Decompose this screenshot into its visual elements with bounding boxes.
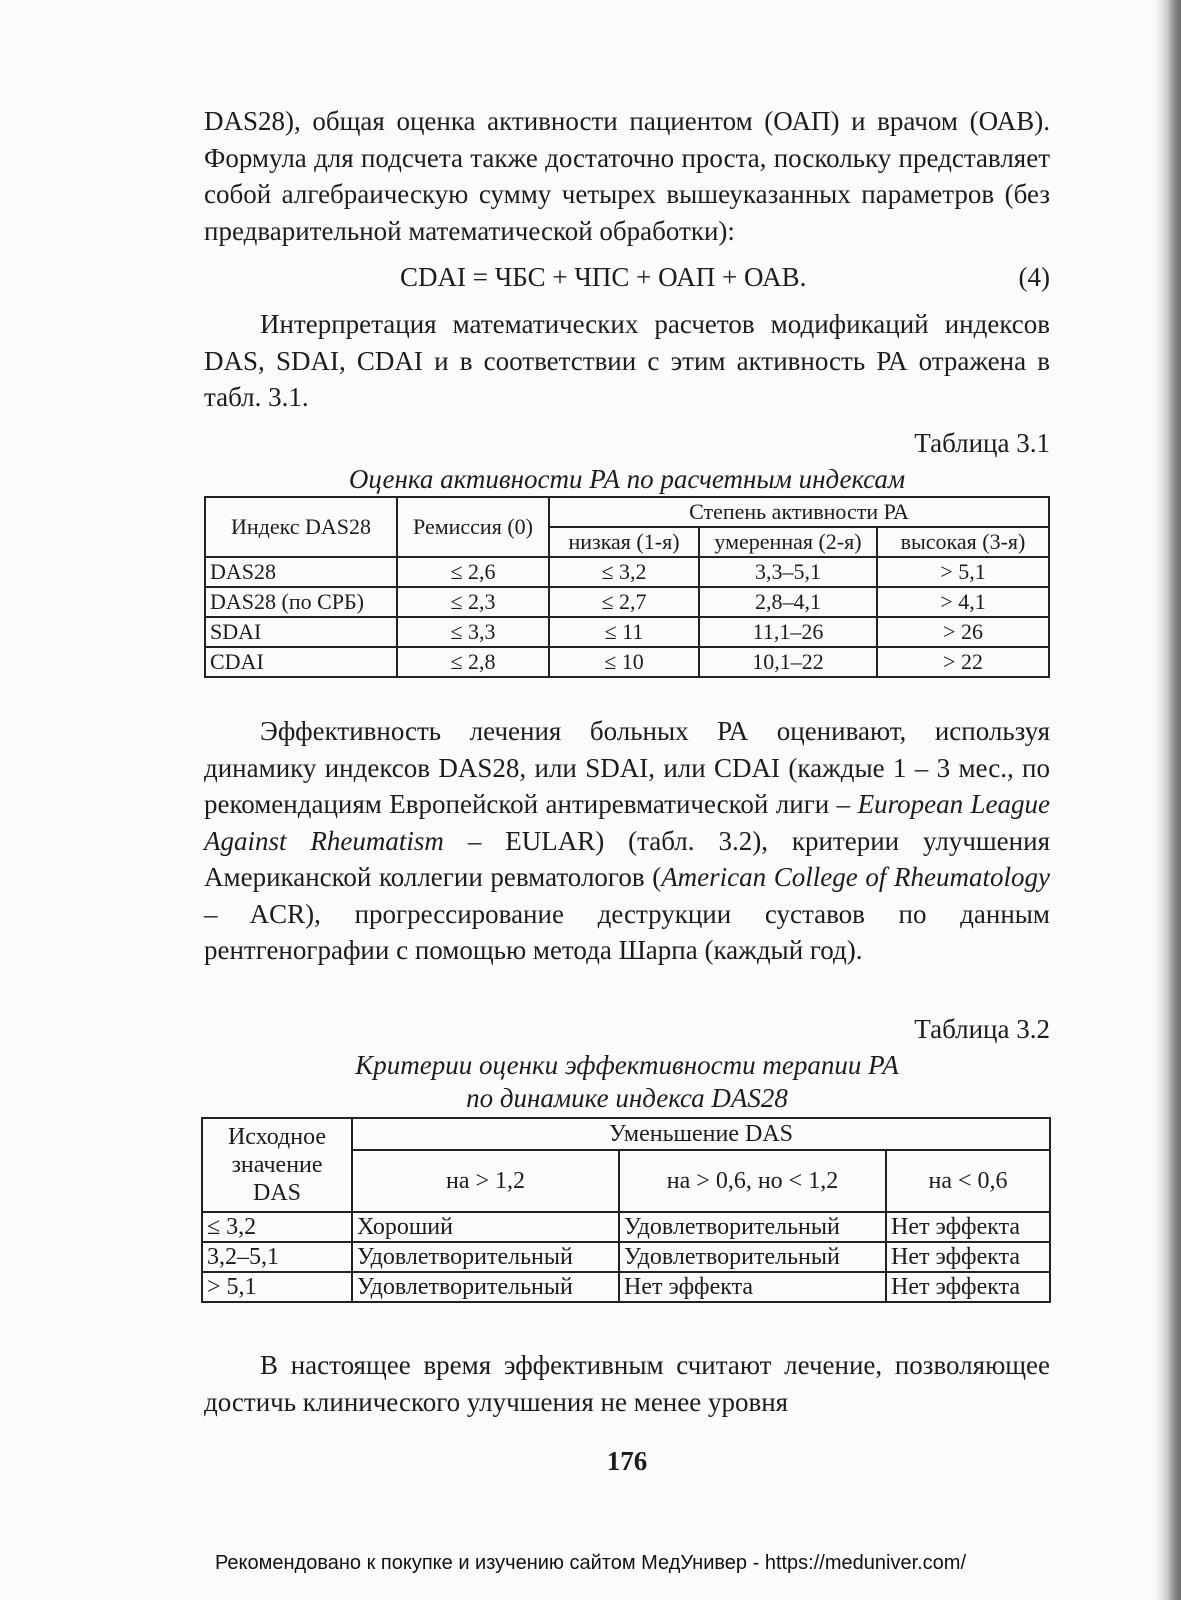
row-remission: ≤ 2,8 — [397, 647, 549, 677]
row-low: ≤ 10 — [549, 647, 699, 677]
row-initial: ≤ 3,2 — [202, 1212, 352, 1242]
table-row — [205, 587, 1049, 617]
paragraph-3-part-a: Эффективность лечения больных РА оценивают, используя динамику индексов DAS28, или SDAI, или CDAI (каждые 1 – 3 мес., по рекомендациям Европейской антиревматической лиги – — [204, 716, 1050, 819]
row-moderate: 10,1–22 — [699, 647, 877, 677]
table-row — [202, 1242, 1050, 1272]
table-row — [202, 1212, 1050, 1242]
paragraph-3 — [204, 713, 1050, 969]
row-high: > 4,1 — [877, 587, 1049, 617]
row-mid: Нет эффекта — [619, 1272, 886, 1302]
row-lt06: Нет эффекта — [886, 1242, 1050, 1272]
paragraph-3-part-c: – EULAR) (табл. 3.2), критерии улучшения Американской коллегии ревматологов ( — [204, 825, 1050, 892]
table2-label: Таблица 3.2 — [914, 1014, 1050, 1044]
table-row — [205, 647, 1049, 677]
formula-number: (4) — [1018, 262, 1050, 292]
row-gt12: Удовлетворительный — [352, 1272, 619, 1302]
row-low: ≤ 11 — [549, 617, 699, 647]
header-initial: Исходное значение DAS — [202, 1118, 352, 1212]
row-high: > 26 — [877, 617, 1049, 647]
header-activity: Степень активности РА — [549, 497, 1049, 527]
header-mid: на > 0,6, но < 1,2 — [619, 1150, 886, 1212]
row-moderate: 11,1–26 — [699, 617, 877, 647]
paragraph-3-part-e: – ACR), прогрессирование деструкции суставов по данным рентгенографии с помощью метода Шарпа (каждый год). — [204, 898, 1050, 965]
paragraph-1: DAS28), общая оценка активности пациентом (ОАП) и врачом (ОАВ). Формула для подсчета также достаточно проста, поскольку представляет собой алгебраическую сумму четырех вышеуказанных параметров (без предварительной математической обработки): — [204, 106, 1050, 246]
header-remission: Ремиссия (0) — [397, 497, 549, 557]
efficacy-table — [201, 1117, 1051, 1303]
table2-caption-line1: Критерии оценки эффективности терапии РА — [355, 1050, 899, 1080]
row-low: ≤ 3,2 — [549, 557, 699, 587]
row-mid: Удовлетворительный — [619, 1242, 886, 1272]
paragraph-2: Интерпретация математических расчетов модификаций индексов DAS, SDAI, CDAI и в соответствии с этим активность РА отражена в табл. 3.1. — [204, 309, 1050, 412]
table-row — [205, 617, 1049, 647]
row-remission: ≤ 2,6 — [397, 557, 549, 587]
table-header-row — [202, 1118, 1050, 1150]
formula-expression: CDAI = ЧБС + ЧПС + ОАП + ОАВ. — [400, 262, 807, 292]
row-low: ≤ 2,7 — [549, 587, 699, 617]
row-high: > 22 — [877, 647, 1049, 677]
table1-label: Таблица 3.1 — [914, 428, 1050, 458]
row-lt06: Нет эффекта — [886, 1272, 1050, 1302]
table1-caption: Оценка активности РА по расчетным индексам — [348, 464, 906, 494]
row-high: > 5,1 — [877, 557, 1049, 587]
table-header-row — [205, 497, 1049, 527]
header-high: высокая (3-я) — [877, 527, 1049, 557]
row-remission: ≤ 2,3 — [397, 587, 549, 617]
header-decrease: Уменьшение DAS — [352, 1118, 1050, 1150]
table2-caption-line2: по динамике индекса DAS28 — [466, 1083, 788, 1113]
paragraph-3-acr-name: American College of Rheumatology — [661, 862, 1050, 892]
row-name: CDAI — [205, 647, 397, 677]
header-lt06: на < 0,6 — [886, 1150, 1050, 1212]
header-index: Индекс DAS28 — [205, 497, 397, 557]
row-gt12: Удовлетворительный — [352, 1242, 619, 1272]
row-remission: ≤ 3,3 — [397, 617, 549, 647]
header-gt12: на > 1,2 — [352, 1150, 619, 1212]
activity-table — [204, 496, 1050, 678]
table-row — [202, 1272, 1050, 1302]
row-name: SDAI — [205, 617, 397, 647]
row-moderate: 2,8–4,1 — [699, 587, 877, 617]
row-name: DAS28 (по СРБ) — [205, 587, 397, 617]
row-initial: 3,2–5,1 — [202, 1242, 352, 1272]
page-number: 176 — [606, 1446, 648, 1476]
paragraph-3-eular-name: European League Against Rheumatism — [204, 789, 1050, 856]
row-moderate: 3,3–5,1 — [699, 557, 877, 587]
row-name: DAS28 — [205, 557, 397, 587]
footer-recommendation: Рекомендовано к покупке и изучению сайтом МедУнивер - https://meduniver.com/ — [214, 1552, 967, 1574]
book-spine-shadow — [1155, 0, 1181, 1600]
header-low: низкая (1-я) — [549, 527, 699, 557]
row-lt06: Нет эффекта — [886, 1212, 1050, 1242]
table-row — [205, 557, 1049, 587]
row-initial: > 5,1 — [202, 1272, 352, 1302]
header-moderate: умеренная (2-я) — [699, 527, 877, 557]
paragraph-4: В настоящее время эффективным считают лечение, позволяющее достичь клинического улучшения не менее уровня — [204, 1350, 1050, 1417]
row-gt12: Хороший — [352, 1212, 619, 1242]
row-mid: Удовлетворительный — [619, 1212, 886, 1242]
